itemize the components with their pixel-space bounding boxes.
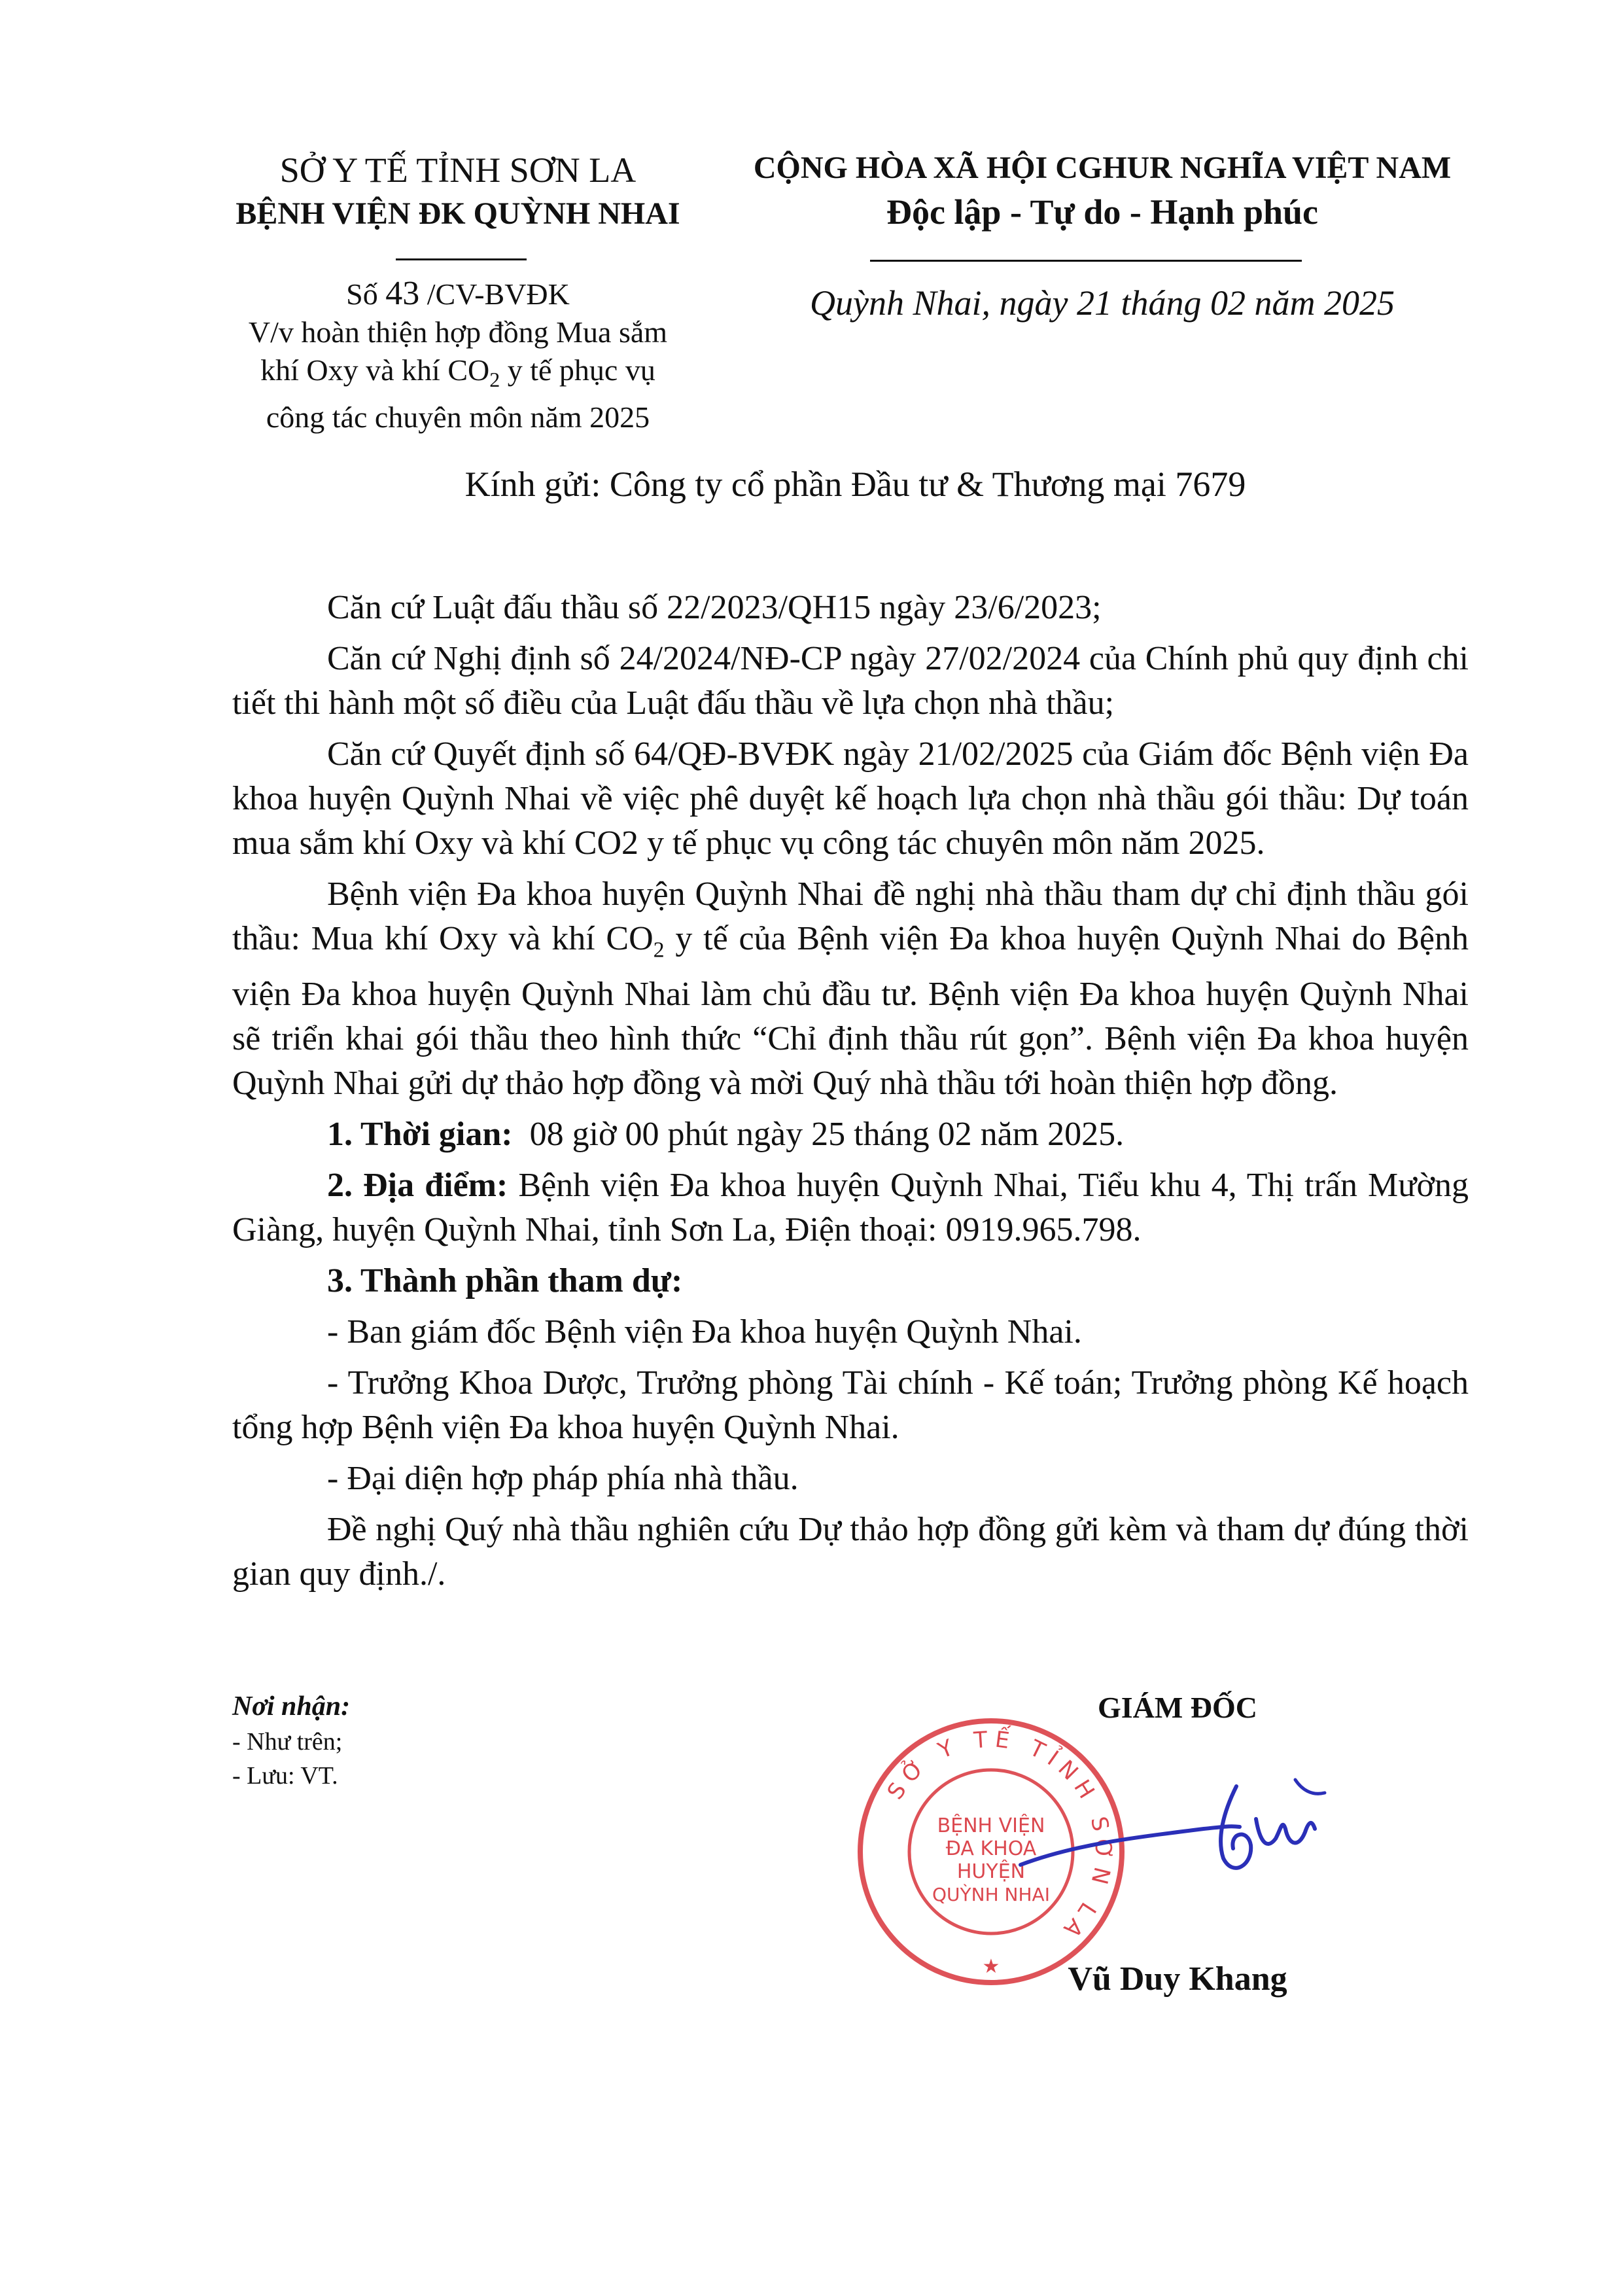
- attendees-heading: 3. Thành phần tham dự:: [327, 1262, 683, 1300]
- svg-text:BỆNH VIỆN: BỆNH VIỆN: [937, 1814, 1045, 1837]
- motto-underline: [870, 260, 1302, 262]
- svg-text:SỞ Y TẾ TỈNH SƠN LA: SỞ Y TẾ TỈNH SƠN LA: [882, 1726, 1117, 1947]
- meeting-time: 1. Thời gian: 08 giờ 00 phút ngày 25 tháng 02 năm 2025.: [327, 1116, 1125, 1154]
- subject-line-3: công tác chuyên môn năm 2025: [266, 400, 650, 434]
- place-and-date: Quỳnh Nhai, ngày 21 tháng 02 năm 2025: [810, 283, 1395, 323]
- body-text: [232, 586, 1469, 1597]
- handwritten-signature: [1007, 1767, 1348, 1898]
- meeting-place: 2. Địa điểm: Bệnh viện Đa khoa huyện Quỳnh Nhai, Tiểu khu 4, Thị trấn Mường Giàng, huyện Quỳnh Nhai, tỉnh Sơn La, Điện thoại: 0919.965.798.: [232, 1167, 1469, 1249]
- national-header: [710, 147, 1495, 235]
- national-title: CỘNG HÒA XÃ HỘI CGHUR NGHĨA VIỆT NAM: [753, 150, 1452, 185]
- receivers-block: [232, 1688, 350, 1793]
- subject-line-2: khí Oxy và khí $CO_2$ y tế phục vụ: [260, 353, 655, 392]
- receiver-item: - Như trên;: [232, 1728, 343, 1756]
- legal-basis-3: Căn cứ Quyết định số 64/QĐ-BVĐK ngày 21/02/2025 của Giám đốc Bệnh viện Đa khoa huyện Quỳnh Nhai về việc phê duyệt kế hoạch lựa chọn nhà thầu gói thầu: Dự toán mua sắm khí Oxy và khí CO2 y tế phục vụ công tác chuyên môn năm 2025.: [232, 735, 1469, 862]
- attendee-item: - Đại diện hợp pháp phía nhà thầu.: [327, 1460, 799, 1498]
- attendee-item: - Ban giám đốc Bệnh viện Đa khoa huyện Quỳnh Nhai.: [327, 1313, 1082, 1351]
- receiver-item: - Lưu: VT.: [232, 1762, 338, 1790]
- svg-text:HUYỆN: HUYỆN: [956, 1860, 1026, 1883]
- subject-line-1: V/v hoàn thiện hợp đồng Mua sắm: [248, 315, 668, 349]
- closing-request: Đề nghị Quý nhà thầu nghiên cứu Dự thảo hợp đồng gửi kèm và tham dự đúng thời gian quy định./.: [232, 1511, 1469, 1593]
- svg-text:ĐA KHOA: ĐA KHOA: [945, 1837, 1037, 1860]
- issuer-parent-org: SỞ Y TẾ TỈNH SƠN LA: [279, 150, 637, 190]
- attendee-item: - Trưởng Khoa Dược, Trưởng phòng Tài chính - Kế toán; Trưởng phòng Kế hoạch tổng hợp Bệnh viện Đa khoa huyện Quỳnh Nhai.: [232, 1364, 1469, 1447]
- document-number-block: [216, 275, 700, 436]
- signature-scribble-icon: [1007, 1767, 1348, 1898]
- signer-title: GIÁM ĐỐC: [1097, 1691, 1258, 1724]
- legal-basis-1: Căn cứ Luật đấu thầu số 22/2023/QH15 ngày 23/6/2023;: [327, 589, 1102, 626]
- svg-text:QUỲNH NHAI: QUỲNH NHAI: [932, 1884, 1050, 1905]
- recipient-line: Kính gửi: Công ty cổ phần Đầu tư & Thương mại 7679: [464, 465, 1246, 504]
- issuer-block: [216, 147, 700, 235]
- invitation-paragraph: Bệnh viện Đa khoa huyện Quỳnh Nhai đề nghị nhà thầu tham dự chỉ định thầu gói thầu: Mua khí Oxy và khí $CO_2$ y tế của Bệnh viện Đa khoa huyện Quỳnh Nhai do Bệnh viện Đa khoa huyện Quỳnh Nhai làm chủ đầu tư. Bệnh viện Đa khoa huyện Quỳnh Nhai sẽ triển khai gói thầu theo hình thức “Chỉ định thầu rút gọn”. Bệnh viện Đa khoa huyện Quỳnh Nhai gửi dự thảo hợp đồng và mời Quý nhà thầu tới hoàn thiện hợp đồng.: [232, 875, 1469, 1103]
- issuer-org-name: BỆNH VIỆN ĐK QUỲNH NHAI: [236, 196, 680, 231]
- legal-basis-2: Căn cứ Nghị định số 24/2024/NĐ-CP ngày 27/02/2024 của Chính phủ quy định chi tiết thi hành một số điều của Luật đấu thầu về lựa chọn nhà thầu;: [232, 640, 1469, 722]
- svg-text:★: ★: [982, 1955, 1000, 1978]
- national-motto: Độc lập - Tự do - Hạnh phúc: [886, 192, 1319, 232]
- document-number: Số 43 /CV-BVĐK: [346, 275, 570, 312]
- signer-name: Vũ Duy Khang: [1068, 1960, 1287, 1998]
- issuer-underline: [396, 258, 527, 260]
- receivers-title: Nơi nhận:: [232, 1691, 351, 1722]
